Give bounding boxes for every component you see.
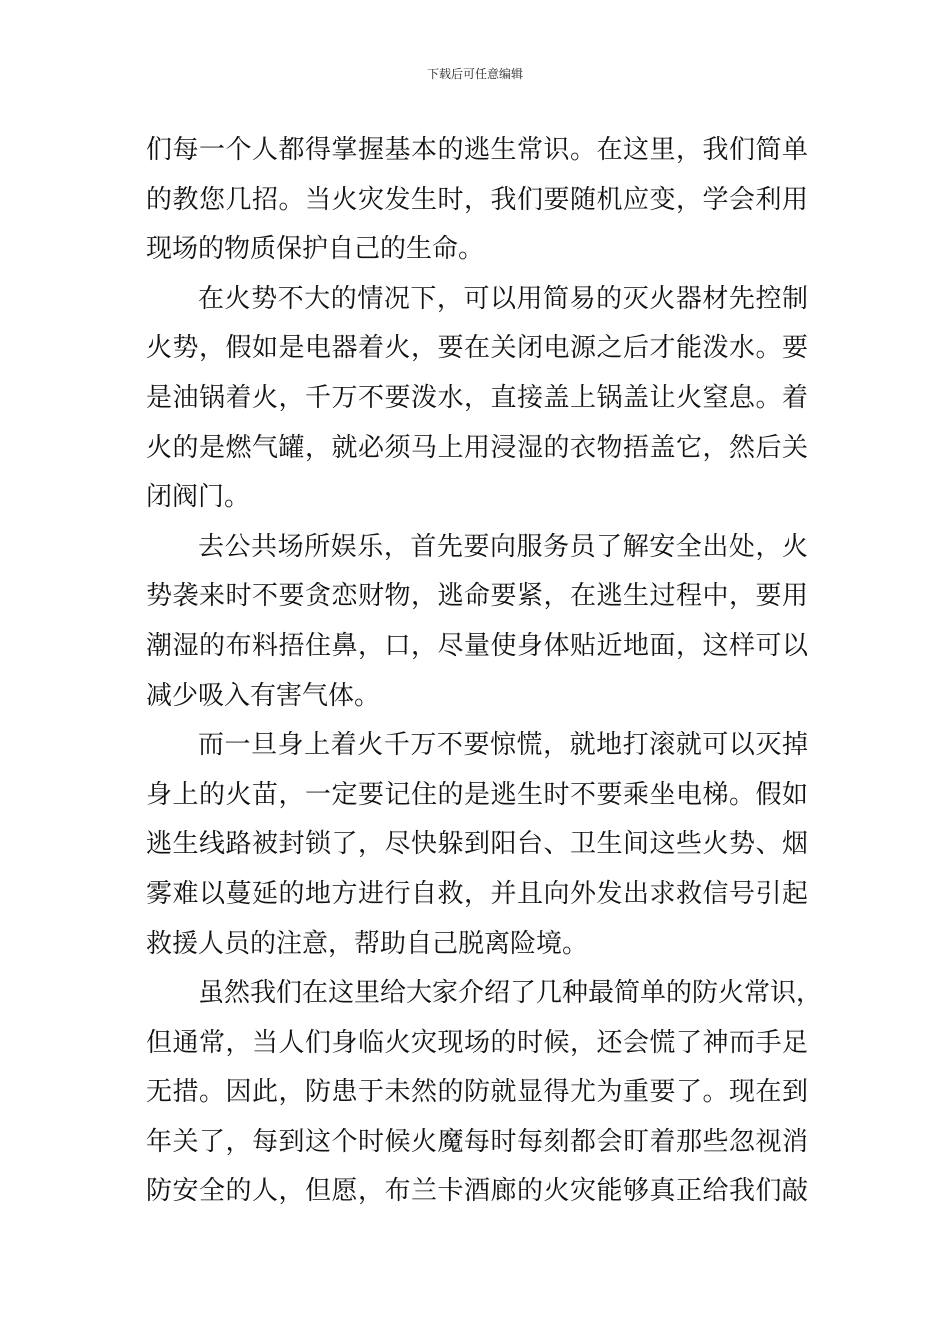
text-line: 闭阀门。 bbox=[146, 482, 251, 513]
document-body bbox=[146, 126, 823, 1217]
text-line: 现场的物质保护自己的生命。 bbox=[146, 234, 485, 265]
text-line: 救援人员的注意，帮助自己脱离险境。 bbox=[146, 928, 589, 959]
paragraph-1 bbox=[146, 126, 808, 275]
text-line: 虽然我们在这里给大家介绍了几种最简单的防火常识， bbox=[198, 978, 823, 1009]
paragraph-5 bbox=[146, 969, 823, 1217]
text-line: 势袭来时不要贪恋财物，逃命要紧，在逃生过程中，要用 bbox=[146, 581, 808, 612]
text-line: 逃生线路被封锁了，尽快躲到阳台、卫生间这些火势、烟 bbox=[146, 829, 808, 860]
paragraph-2 bbox=[146, 275, 808, 523]
page-header: 下载后可任意编辑 bbox=[426, 67, 523, 81]
text-line: 雾难以蔓延的地方进行自救，并且向外发出求救信号引起 bbox=[146, 878, 808, 909]
text-line: 防安全的人，但愿，布兰卡酒廊的火灾能够真正给我们敲 bbox=[146, 1176, 808, 1207]
text-line: 的教您几招。当火灾发生时，我们要随机应变，学会利用 bbox=[146, 184, 808, 215]
text-line: 身上的火苗，一定要记住的是逃生时不要乘坐电梯。假如 bbox=[146, 779, 808, 810]
text-line: 火势，假如是电器着火，要在关闭电源之后才能泼水。要 bbox=[146, 333, 808, 364]
paragraph-3 bbox=[146, 523, 808, 721]
text-line: 们每一个人都得掌握基本的逃生常识。在这里，我们简单 bbox=[146, 135, 808, 165]
text-line: 但通常，当人们身临火灾现场的时候，还会慌了神而手足 bbox=[146, 1027, 808, 1058]
text-line: 是油锅着火，千万不要泼水，直接盖上锅盖让火窒息。着 bbox=[146, 382, 808, 413]
text-line: 潮湿的布料捂住鼻，口，尽量使身体贴近地面，这样可以 bbox=[146, 630, 808, 661]
text-line: 去公共场所娱乐，首先要向服务员了解安全出处，火 bbox=[198, 531, 808, 562]
text-line: 年关了，每到这个时候火魔每时每刻都会盯着那些忽视消 bbox=[146, 1126, 808, 1157]
paragraph-4 bbox=[146, 721, 808, 969]
text-line: 火的是燃气罐，就必须马上用浸湿的衣物捂盖它，然后关 bbox=[146, 432, 808, 463]
text-line: 无措。因此，防患于未然的防就显得尤为重要了。现在到 bbox=[146, 1077, 808, 1108]
text-line: 在火势不大的情况下，可以用简易的灭火器材先控制 bbox=[198, 283, 808, 314]
text-line: 而一旦身上着火千万不要惊慌，就地打滚就可以灭掉 bbox=[198, 730, 808, 761]
text-line: 减少吸入有害气体。 bbox=[146, 680, 381, 711]
